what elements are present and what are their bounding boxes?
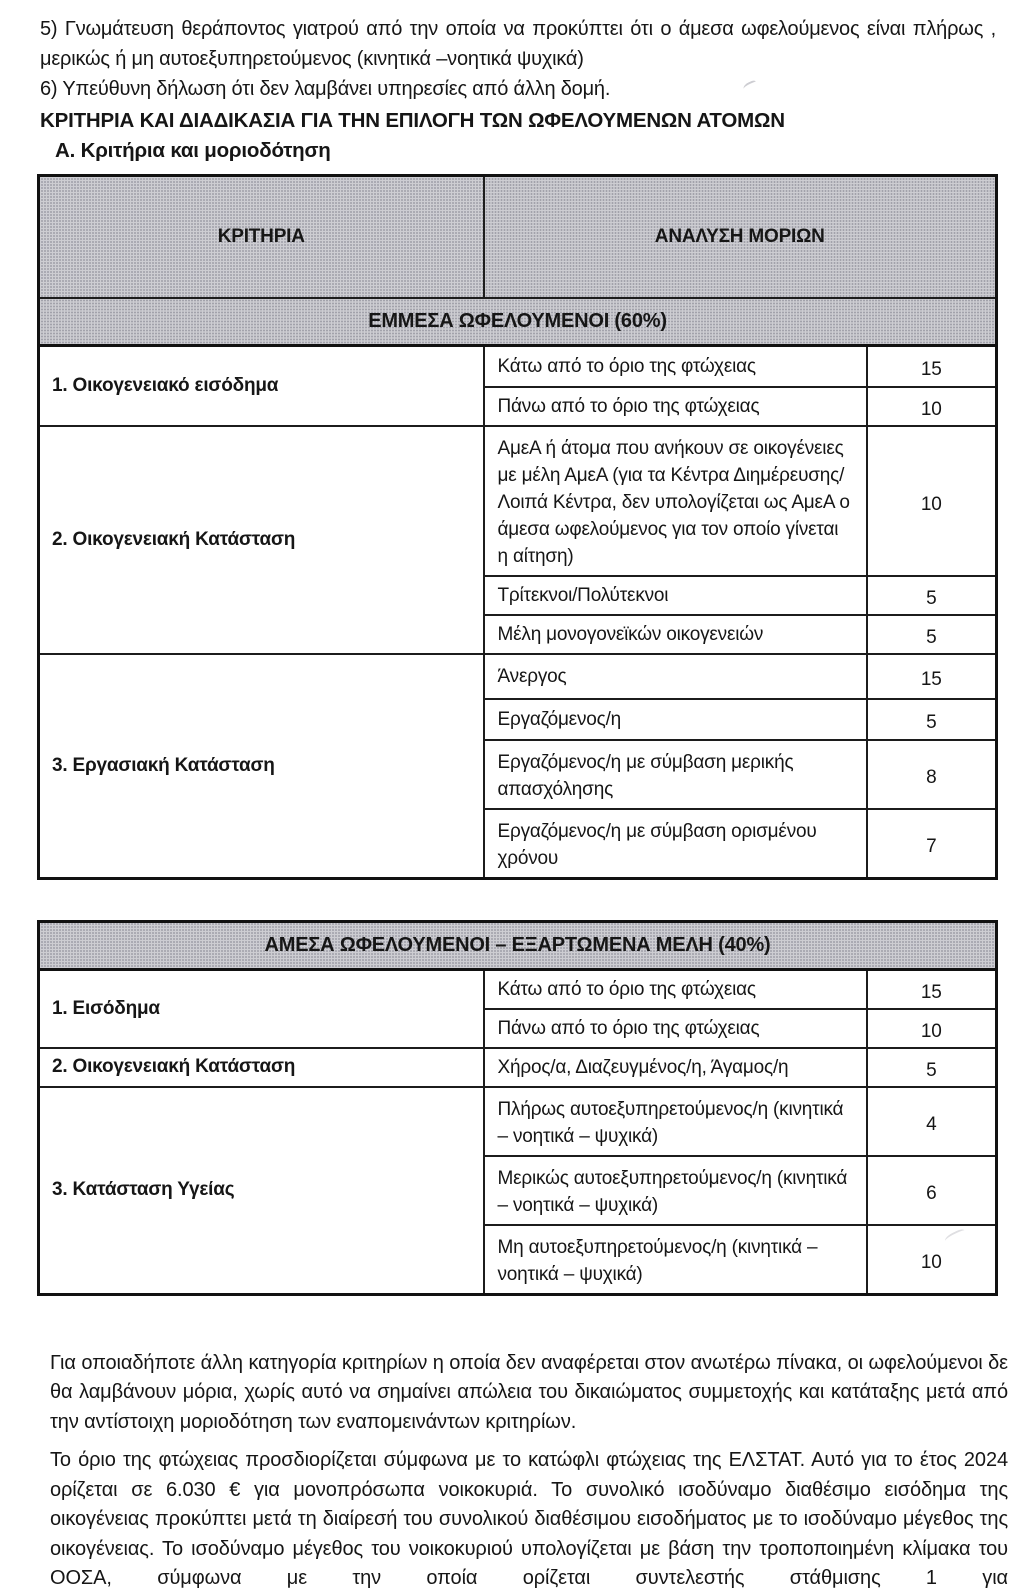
option-cell: Μερικώς αυτοεξυπηρετούμενος/η (κινητικά – νοητικά – ψυχικά) [484, 1156, 867, 1225]
criteria-table-indirect [37, 174, 998, 880]
table-row [39, 346, 997, 387]
col-header-analysis: ΑΝΑΛΥΣΗ ΜΟΡΙΩΝ [484, 176, 997, 299]
points-cell: 5 [867, 615, 997, 654]
option-cell: Μη αυτοεξυπηρετούμενος/η (κινητικά – νοητικά – ψυχικά) [484, 1225, 867, 1295]
points-cell: 15 [867, 654, 997, 699]
points-cell: 5 [867, 1048, 997, 1087]
points-cell: 5 [867, 699, 997, 740]
paragraph-poverty-threshold: Το όριο της φτώχειας προσδιορίζεται σύμφωνα με το κατώφλι φτώχειας της ΕΛΣΤΑΤ. Αυτό για το έτος 2024 ορίζεται σε 6.030 € για μονοπρόσωπα νοικοκυριά. Το συνολικό ισοδύναμο διαθέσιμο εισόδημα της οικογένειας προκύπτει μετά τη διαίρεσή του συνολικού διαθέσιμου εισοδήματος με το ισοδύναμο μέγεθος της οικογένειας. Το ισοδύναμο μέγεθος του νοικοκυριού υπολογίζεται με βάση την τροποποιημένη κλίμακα του ΟΟΣΑ, σύμφωνα με την οποία ορίζεται συντελεστής στάθμισης 1 για [50, 1449, 1008, 1589]
criterion-cell: 3. Εργασιακή Κατάσταση [39, 654, 484, 879]
option-cell: Μέλη μονογονεϊκών οικογενειών [484, 615, 867, 654]
criterion-cell: 3. Κατάσταση Υγείας [39, 1087, 484, 1295]
points-cell: 10 [867, 1225, 997, 1295]
option-cell: Κάτω από το όριο της φτώχειας [484, 969, 867, 1009]
section-row-indirect [39, 298, 997, 346]
section-title: ΑΜΕΣΑ ΩΦΕΛΟΥΜΕΝΟΙ – ΕΞΑΡΤΩΜΕΝΑ ΜΕΛΗ (40%) [39, 921, 997, 969]
option-cell: Χήρος/α, Διαζευγμένος/η, Άγαμος/η [484, 1048, 867, 1087]
points-cell: 10 [867, 387, 997, 426]
intro-block [40, 14, 996, 104]
paragraph-other-criteria: Για οποιαδήποτε άλλη κατηγορία κριτηρίων η οποία δεν αναφέρεται στον ανωτέρω πίνακα, οι ωφελούμενοι δε θα λαμβάνουν μόρια, χωρίς αυτό να σημαίνει απώλεια του δικαιώματος συμμετοχής και κατάταξης μετά από την αντίστοιχη μοριοδότηση των εναπομεινάντων κριτηρίων. [50, 1351, 1008, 1433]
points-cell: 4 [867, 1087, 997, 1156]
points-cell: 15 [867, 969, 997, 1009]
table-row [39, 969, 997, 1009]
table-row [39, 426, 997, 576]
option-cell: Πάνω από το όριο της φτώχειας [484, 387, 867, 426]
criteria-table-direct [37, 920, 998, 1296]
criterion-cell: 2. Οικογενειακή Κατάσταση [39, 426, 484, 654]
points-cell: 15 [867, 346, 997, 387]
col-header-criteria: ΚΡΙΤΗΡΙΑ [39, 176, 484, 299]
option-cell: Πλήρως αυτοεξυπηρετούμενος/η (κινητικά – νοητικά – ψυχικά) [484, 1087, 867, 1156]
criterion-cell: 2. Οικογενειακή Κατάσταση [39, 1048, 484, 1087]
section-row-direct [39, 921, 997, 969]
table-row [39, 654, 997, 699]
sub-heading: Α. Κριτήρια και μοριοδότηση [55, 139, 331, 162]
points-cell: 6 [867, 1156, 997, 1225]
option-cell: Εργαζόμενος/η με σύμβαση μερικής απασχόλησης [484, 740, 867, 809]
points-cell: 8 [867, 740, 997, 809]
table-row [39, 1087, 997, 1156]
points-cell: 7 [867, 809, 997, 879]
option-cell: Κάτω από το όριο της φτώχειας [484, 346, 867, 387]
option-cell: Πάνω από το όριο της φτώχειας [484, 1009, 867, 1048]
criterion-cell: 1. Οικογενειακό εισόδημα [39, 346, 484, 426]
table-row [39, 1048, 997, 1087]
points-cell: 5 [867, 576, 997, 615]
points-cell: 10 [867, 426, 997, 576]
column-header-row [39, 176, 997, 299]
section-title: ΕΜΜΕΣΑ ΩΦΕΛΟΥΜΕΝΟΙ (60%) [39, 298, 997, 346]
points-cell: 10 [867, 1009, 997, 1048]
closing-paragraphs [50, 1349, 1008, 1594]
intro-item-6: 6) Υπεύθυνη δήλωση ότι δεν λαμβάνει υπηρεσίες από άλλη δομή. [40, 78, 611, 100]
option-cell: Τρίτεκνοι/Πολύτεκνοι [484, 576, 867, 615]
option-cell: Εργαζόμενος/η [484, 699, 867, 740]
option-cell: Άνεργος [484, 654, 867, 699]
option-cell: ΑμεΑ ή άτομα που ανήκουν σε οικογένειες με μέλη ΑμεΑ (για τα Κέντρα Διημέρευσης/Λοιπά Κέντρα, δεν υπολογίζεται ως ΑμεΑ ο άμεσα ωφελούμενος για τον οποίο γίνεται η αίτηση) [484, 426, 867, 576]
intro-item-5: 5) Γνωμάτευση θεράποντος γιατρού από την οποία να προκύπτει ότι ο άμεσα ωφελούμενος είναι πλήρως , μερικώς ή μη αυτοεξυπηρετούμενος (κινητικά –νοητικά ψυχικά) [40, 18, 996, 70]
main-heading: ΚΡΙΤΗΡΙΑ ΚΑΙ ΔΙΑΔΙΚΑΣΙΑ ΓΙΑ ΤΗΝ ΕΠΙΛΟΓΗ ΤΩΝ ΩΦΕΛΟΥΜΕΝΩΝ ΑΤΟΜΩΝ [40, 109, 785, 132]
option-cell: Εργαζόμενος/η με σύμβαση ορισμένου χρόνου [484, 809, 867, 879]
criterion-cell: 1. Εισόδημα [39, 969, 484, 1048]
